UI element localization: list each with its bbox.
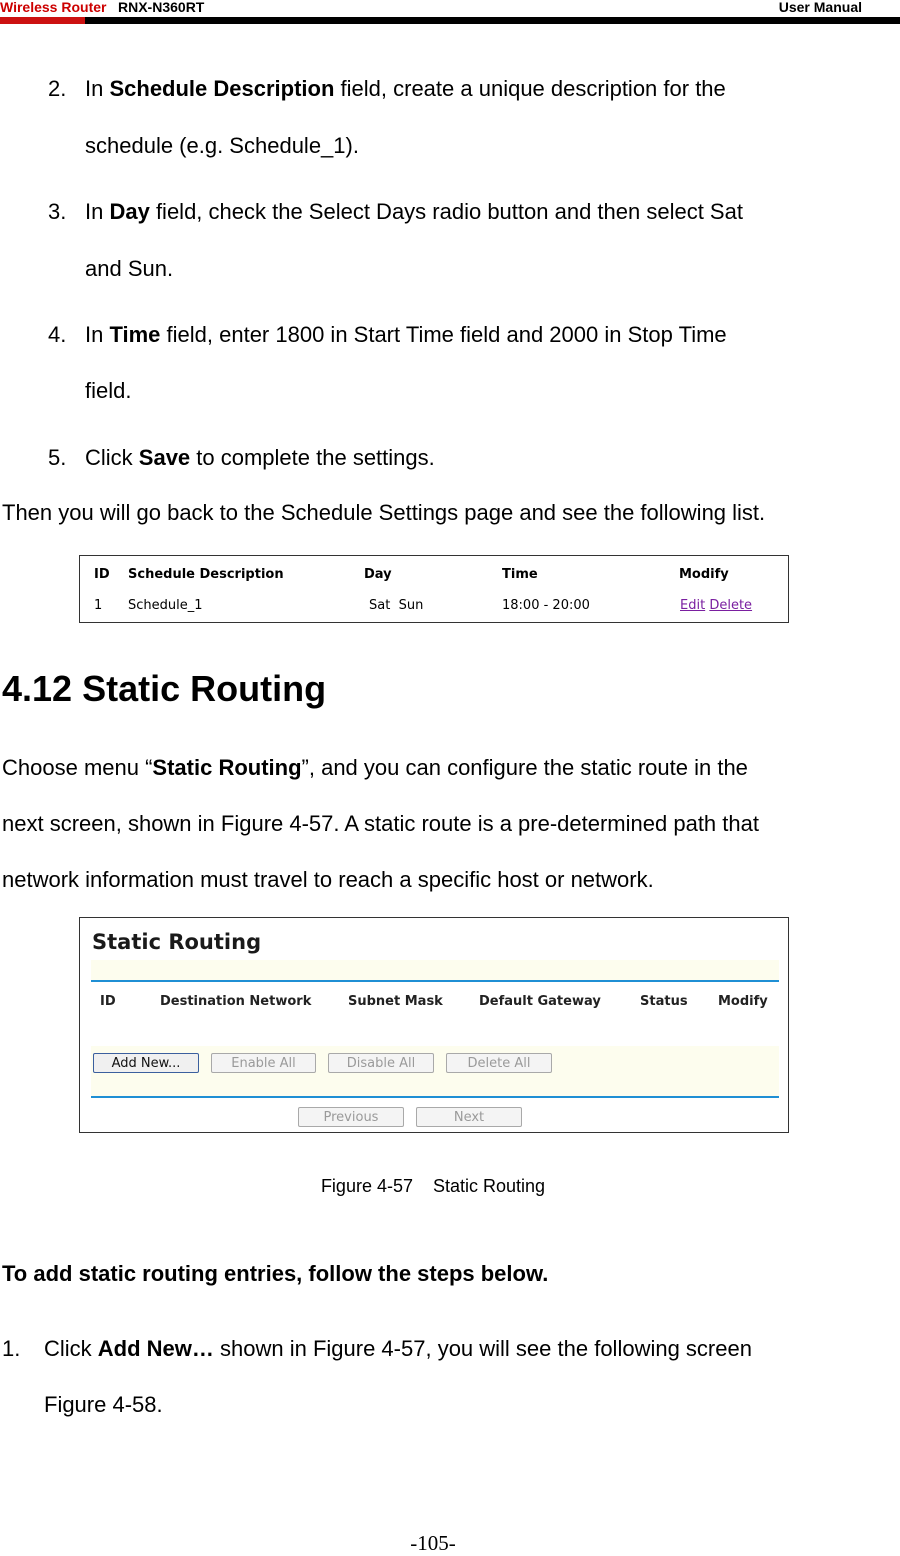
step-text: Click Save to complete the settings. [85, 445, 435, 470]
col-header-modify: Modify [718, 994, 768, 1009]
col-header-status: Status [640, 994, 688, 1009]
cell-description: Schedule_1 [128, 598, 203, 613]
col-header-id: ID [100, 994, 116, 1009]
cell-id: 1 [94, 598, 103, 613]
step-text: In Day field, check the Select Days radio button and then select Sat [85, 199, 743, 224]
static-routing-title: Static Routing [92, 930, 262, 954]
row-modify [680, 598, 752, 613]
add-new-button[interactable]: Add New... [93, 1053, 199, 1073]
paragraph-line: next screen, shown in Figure 4-57. A static route is a pre-determined path that [2, 811, 759, 836]
divider [91, 980, 779, 982]
page-number: -105- [410, 1531, 456, 1555]
col-header-id: ID [94, 567, 110, 582]
col-header-time: Time [502, 567, 538, 582]
section-title: 4.12 Static Routing [2, 668, 327, 709]
header-product: Wireless Router [0, 0, 107, 15]
header-model: RNX-N360RT [118, 0, 205, 15]
header-manual-title: User Manual [778, 0, 862, 15]
schedule-list-screenshot [79, 555, 789, 623]
cell-day: Sat Sun [369, 598, 424, 613]
col-header-destination: Destination Network [160, 994, 312, 1009]
col-header-gateway: Default Gateway [479, 994, 601, 1009]
previous-button[interactable]: Previous [298, 1107, 404, 1127]
col-header-subnet-mask: Subnet Mask [348, 994, 443, 1009]
step-text: Click Add New… shown in Figure 4-57, you will see the following screen [44, 1336, 752, 1361]
next-button[interactable]: Next [416, 1107, 522, 1127]
col-header-day: Day [364, 567, 392, 582]
step-text-continued: Figure 4-58. [44, 1392, 163, 1417]
title-strip [91, 960, 779, 980]
step-text-continued: schedule (e.g. Schedule_1). [85, 133, 359, 158]
disable-all-button[interactable]: Disable All [328, 1053, 434, 1073]
cell-time: 18:00 - 20:00 [502, 598, 590, 613]
step-number: 2. [48, 76, 67, 101]
delete-all-button[interactable]: Delete All [446, 1053, 552, 1073]
col-header-description: Schedule Description [128, 567, 284, 582]
header-accent-bar [0, 17, 85, 24]
edit-link[interactable]: Edit [680, 598, 706, 613]
step-text-continued: and Sun. [85, 256, 174, 281]
delete-link[interactable]: Delete [709, 598, 753, 613]
paragraph: Choose menu “Static Routing”, and you can configure the static route in the [2, 755, 748, 780]
step-number: 1. [2, 1336, 21, 1361]
subheading: To add static routing entries, follow the steps below. [2, 1261, 549, 1286]
static-routing-screenshot [79, 917, 789, 1133]
step-number: 5. [48, 445, 67, 470]
figure-caption: Figure 4-57 Static Routing [320, 1176, 546, 1196]
enable-all-button[interactable]: Enable All [211, 1053, 316, 1073]
step-text: In Schedule Description field, create a unique description for the [85, 76, 726, 101]
col-header-modify: Modify [679, 567, 729, 582]
divider [91, 1096, 779, 1098]
paragraph: Then you will go back to the Schedule Settings page and see the following list. [2, 500, 766, 525]
step-number: 4. [48, 322, 67, 347]
step-text: In Time field, enter 1800 in Start Time field and 2000 in Stop Time [85, 322, 727, 347]
step-number: 3. [48, 199, 67, 224]
header-rule [85, 17, 900, 24]
step-text-continued: field. [85, 378, 132, 403]
paragraph-line: network information must travel to reach a specific host or network. [2, 867, 654, 892]
